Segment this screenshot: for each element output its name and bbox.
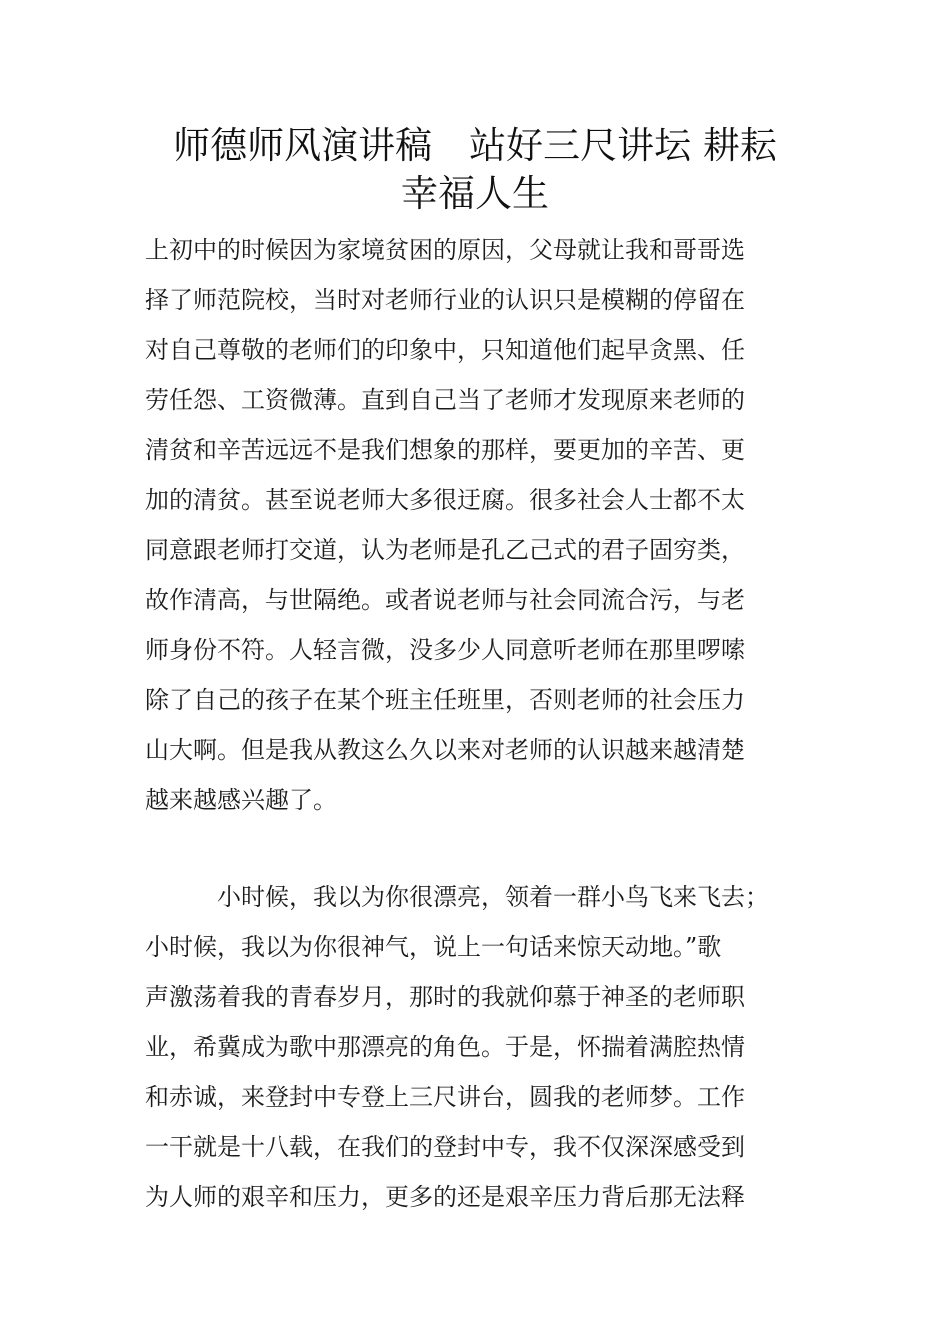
text-line: 师身份不符。人轻言微，没多少人同意听老师在那里啰嗦	[145, 636, 745, 664]
text-line: 故作清高，与世隔绝。或者说老师与社会同流合污，与老	[145, 586, 745, 614]
text-line: 对自己尊敬的老师们的印象中，只知道他们起早贪黑、任	[145, 336, 745, 364]
text-line: 山大啊。但是我从教这么久以来对老师的认识越来越清楚	[145, 736, 745, 764]
text-line: 小时候，我以为你很神气，说上一句话来惊天动地。”歌	[145, 933, 722, 961]
text-line: 同意跟老师打交道，认为老师是孔乙己式的君子固穷类，	[145, 536, 745, 564]
text-line: 劳任怨、工资微薄。直到自己当了老师才发现原来老师的	[145, 386, 745, 414]
text-line: 和赤诚，来登封中专登上三尺讲台，圆我的老师梦。工作	[145, 1083, 745, 1111]
text-line: 上初中的时候因为家境贫困的原因，父母就让我和哥哥选	[145, 236, 745, 264]
text-line: 业，希冀成为歌中那漂亮的角色。于是，怀揣着满腔热情	[145, 1033, 745, 1061]
text-line: 除了自己的孩子在某个班主任班里，否则老师的社会压力	[145, 686, 745, 714]
text-line: 一干就是十八载，在我们的登封中专，我不仅深深感受到	[145, 1133, 745, 1161]
text-line: 为人师的艰辛和压力，更多的还是艰辛压力背后那无法释	[145, 1183, 745, 1211]
title-line: 幸福人生	[401, 172, 549, 215]
text-line: 小时候，我以为你很漂亮，领着一群小鸟飞来飞去；	[145, 883, 769, 911]
paragraph-2	[145, 872, 807, 1222]
paragraph-1	[145, 225, 807, 825]
text-line: 声激荡着我的青春岁月，那时的我就仰慕于神圣的老师职	[145, 983, 745, 1011]
text-line: 择了师范院校，当时对老师行业的认识只是模糊的停留在	[145, 286, 745, 314]
title-line: 师德师风演讲稿 站好三尺讲坛 耕耘	[173, 124, 777, 167]
text-line: 清贫和辛苦远远不是我们想象的那样，要更加的辛苦、更	[145, 436, 745, 464]
document-title	[145, 122, 805, 218]
text-line: 越来越感兴趣了。	[145, 786, 337, 814]
text-line: 加的清贫。甚至说老师大多很迂腐。很多社会人士都不太	[145, 486, 745, 514]
